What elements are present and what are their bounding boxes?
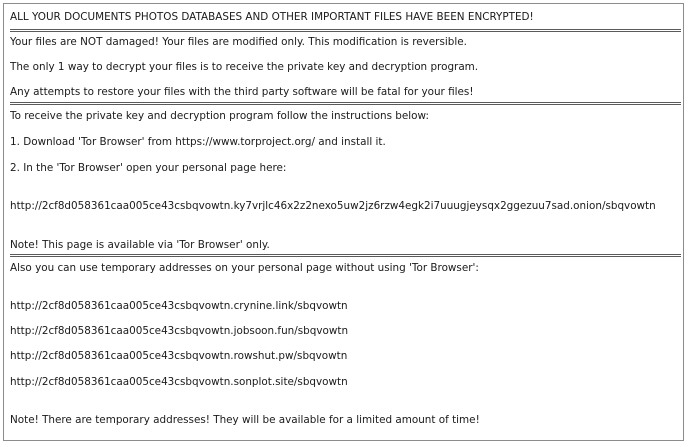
instructions-intro: To receive the private key and decryption program follow the instructions below: (10, 110, 429, 122)
separator-3 (10, 254, 681, 257)
tor-only-note: Note! This page is available via 'Tor Browser' only. (10, 239, 270, 251)
temp-url-3: http://2cf8d058361caa005ce43csbqvowtn.rowshut.pw/sbqvowtn (10, 350, 348, 362)
step-1-text: 1. Download 'Tor Browser' from https://www.torproject.org/ and install it. (10, 136, 386, 148)
temp-url-2: http://2cf8d058361caa005ce43csbqvowtn.jobsoon.fun/sbqvowtn (10, 325, 349, 337)
step-2-text: 2. In the 'Tor Browser' open your personal page here: (10, 162, 287, 174)
not-damaged-text: Your files are NOT damaged! Your files are modified only. This modification is reversible. (10, 36, 467, 48)
temp-url-1: http://2cf8d058361caa005ce43csbqvowtn.crynine.link/sbqvowtn (10, 300, 348, 312)
temp-addresses-intro: Also you can use temporary addresses on your personal page without using 'Tor Browser': (10, 262, 479, 274)
only-way-text: The only 1 way to decrypt your files is to receive the private key and decryption program. (10, 61, 479, 73)
warning-text: Any attempts to restore your files with the third party software will be fatal for your files! (10, 86, 474, 98)
note-header: ALL YOUR DOCUMENTS PHOTOS DATABASES AND OTHER IMPORTANT FILES HAVE BEEN ENCRYPTED! (10, 11, 534, 23)
temp-addresses-note: Note! There are temporary addresses! They will be available for a limited amount of time! (10, 414, 480, 426)
temp-url-4: http://2cf8d058361caa005ce43csbqvowtn.sonplot.site/sbqvowtn (10, 376, 348, 388)
ransom-note-window (3, 3, 684, 441)
separator-1 (10, 29, 681, 32)
separator-2 (10, 102, 681, 105)
onion-url: http://2cf8d058361caa005ce43csbqvowtn.ky7vrjlc46x2z2nexo5uw2jz6rzw4egk2i7uuugjeysqx2ggezuu7sad.onion/sbqvowtn (10, 200, 656, 212)
